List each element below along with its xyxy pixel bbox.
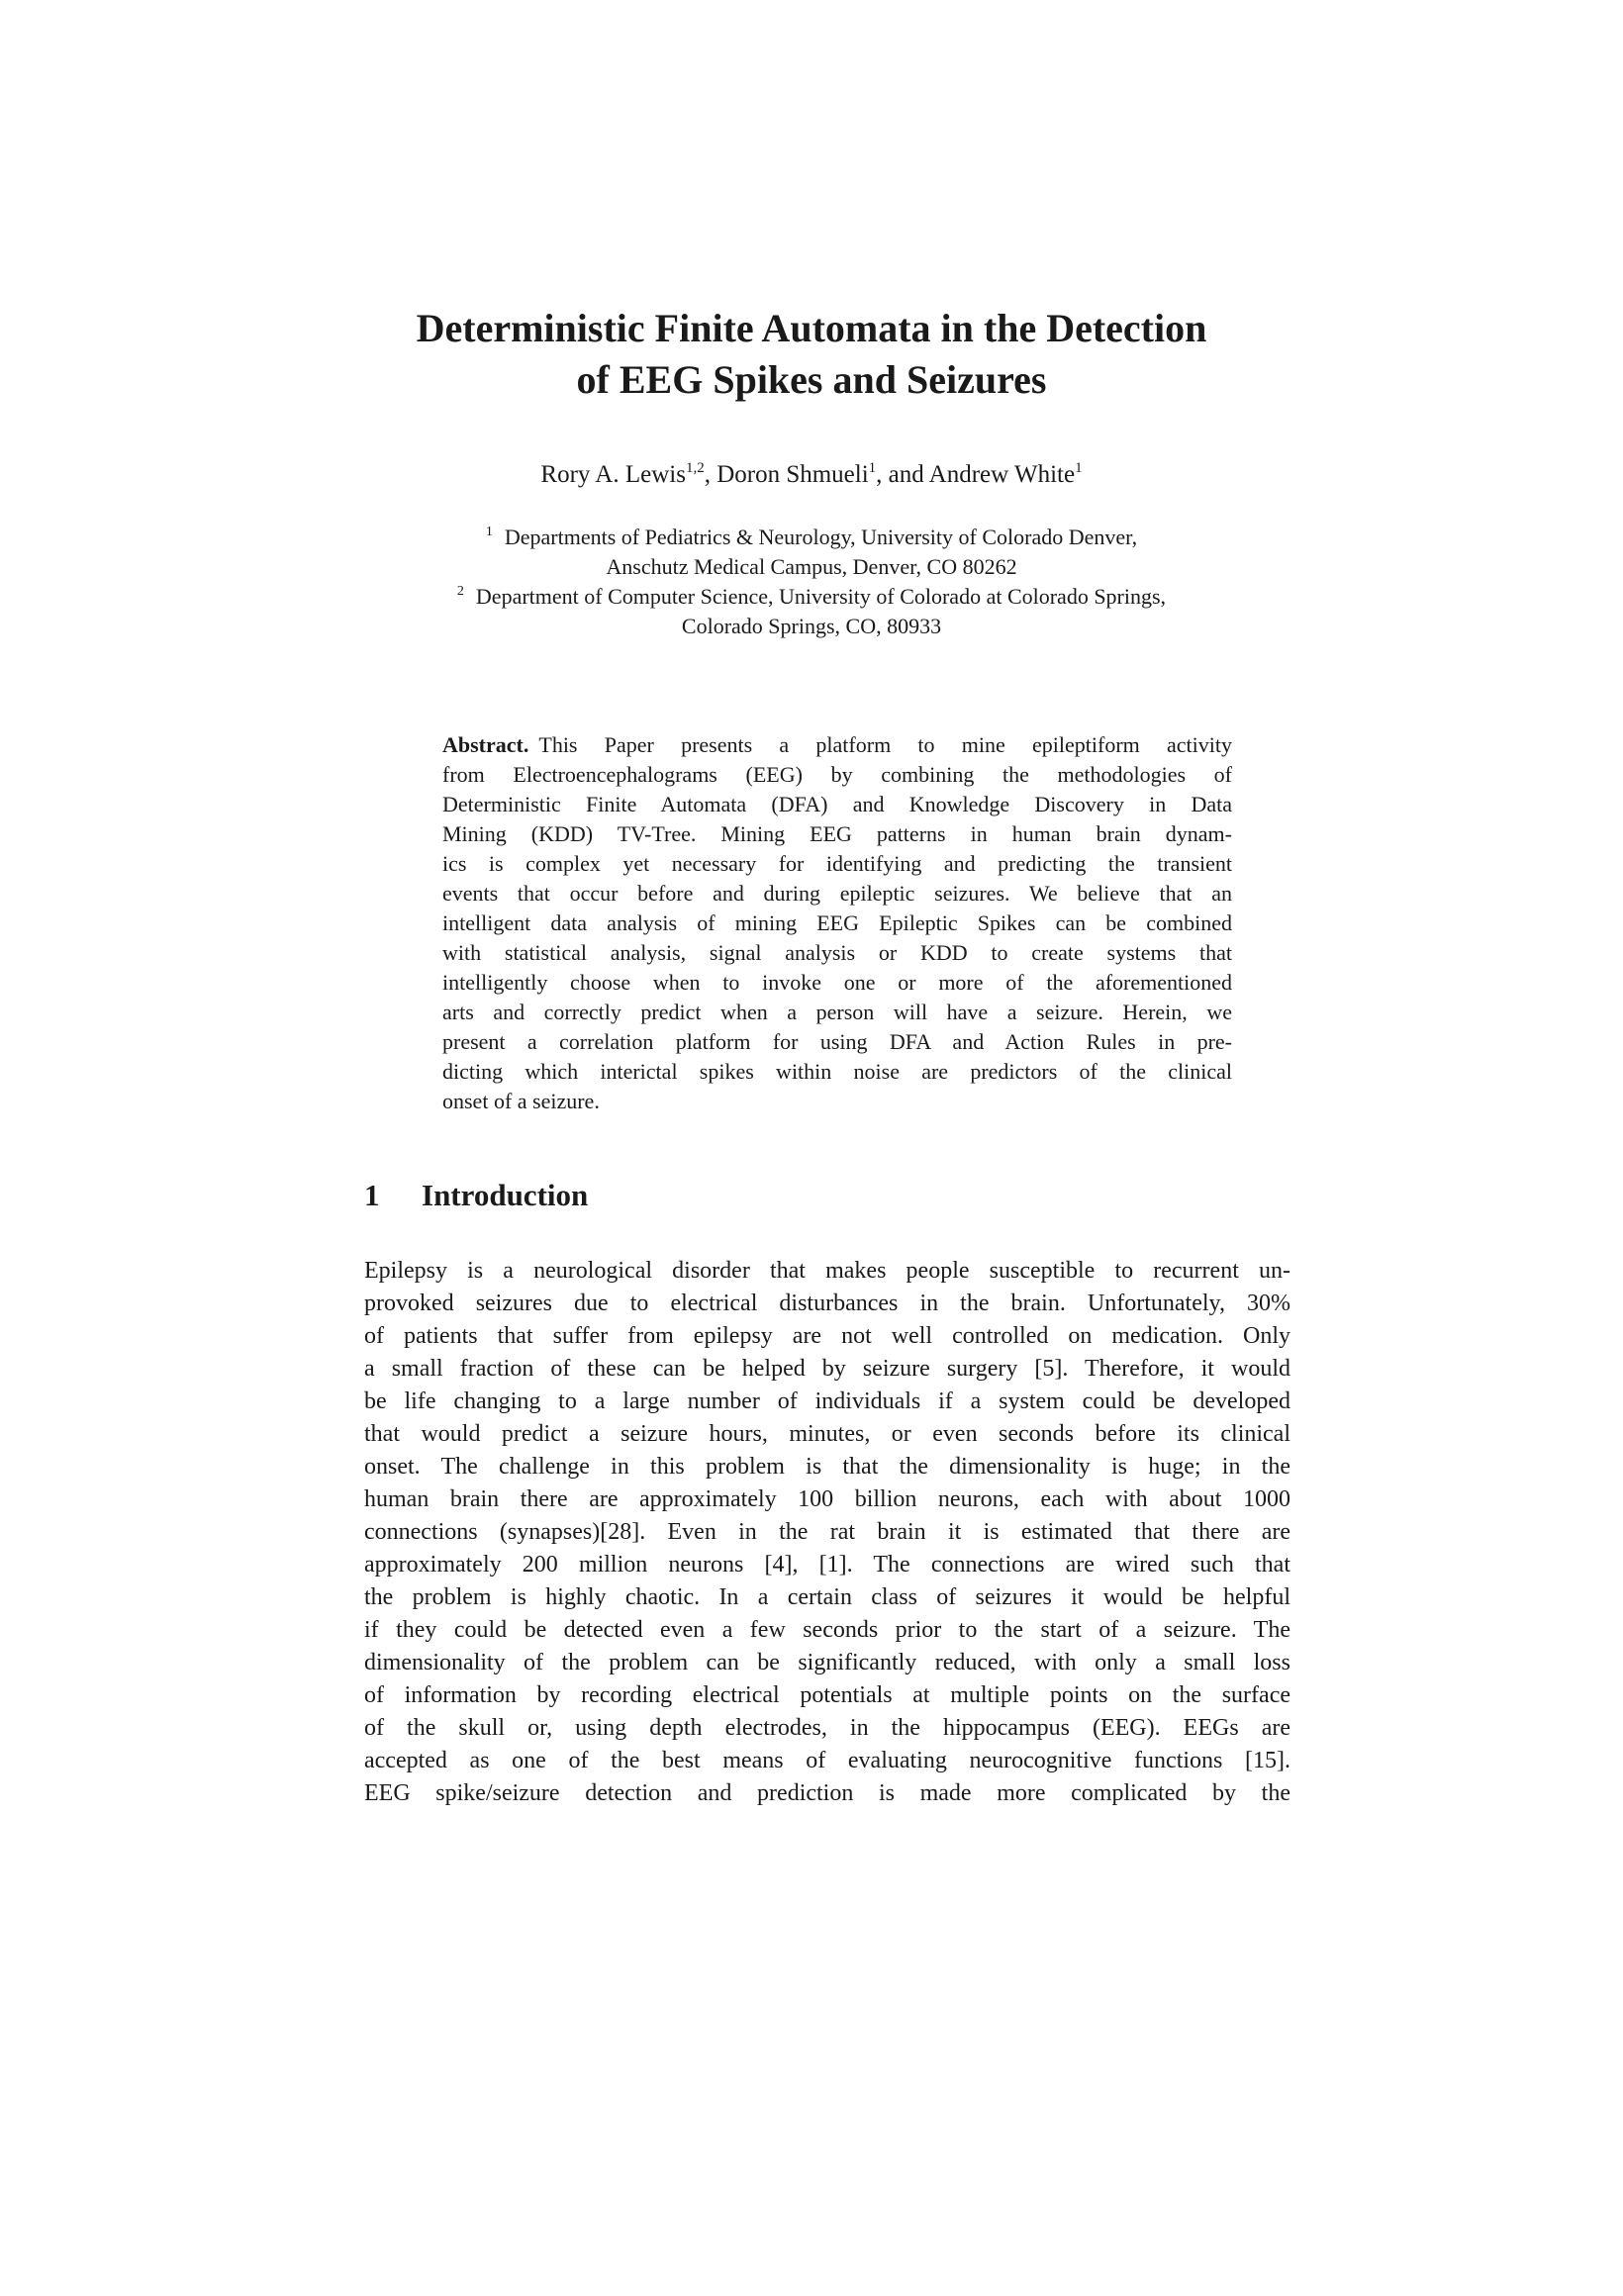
body-line: of patients that suffer from epilepsy are not well controlled on medication. Only <box>364 1323 1290 1349</box>
title-line: Deterministic Finite Automata in the Detection <box>416 306 1207 350</box>
affiliation-line <box>297 582 1326 612</box>
abstract-line: dicting which interictal spikes within noise are predictors of the clinical <box>442 1059 1232 1084</box>
title-line: of EEG Spikes and Seizures <box>576 357 1047 402</box>
body-line: the problem is highly chaotic. In a certain class of seizures it would be helpful <box>364 1584 1290 1610</box>
author-name: Doron Shmueli <box>716 461 869 488</box>
body-line: that would predict a seizure hours, minutes, or even seconds before its clinical <box>364 1421 1290 1447</box>
body-line: if they could be detected even a few seconds prior to the start of a seizure. The <box>364 1617 1290 1643</box>
section-number: 1 <box>364 1178 380 1212</box>
abstract-line: Mining (KDD) TV-Tree. Mining EEG patterns in human brain dynam- <box>442 821 1232 846</box>
abstract-label: Abstract. <box>442 732 529 757</box>
abstract-line: arts and correctly predict when a person will have a seizure. Herein, we <box>442 1000 1232 1024</box>
body-line: of the skull or, using depth electrodes, in the hippocampus (EEG). EEGs are <box>364 1715 1290 1741</box>
body-line: accepted as one of the best means of evaluating neurocognitive functions [15]. <box>364 1748 1290 1773</box>
abstract-line: events that occur before and during epileptic seizures. We believe that an <box>442 881 1232 906</box>
affiliation-mark: 2 <box>456 584 464 599</box>
body-line: EEG spike/seizure detection and prediction is made more complicated by the <box>364 1780 1290 1806</box>
paper-title <box>297 303 1326 406</box>
abstract-line <box>442 730 1232 760</box>
author-affiliation-mark: 1 <box>868 460 877 476</box>
body-line: human brain there are approximately 100 billion neurons, each with about 1000 <box>364 1486 1290 1512</box>
section-heading <box>364 1176 588 1215</box>
body-line: provoked seizures due to electrical disturbances in the brain. Unfortunately, 30% <box>364 1291 1290 1316</box>
abstract-line: ics is complex yet necessary for identifying and predicting the transient <box>442 851 1232 876</box>
affiliation-line: Colorado Springs, CO, 80933 <box>681 614 942 638</box>
abstract-line: intelligent data analysis of mining EEG Epileptic Spikes can be combined <box>442 910 1232 935</box>
affiliation-line <box>297 523 1326 552</box>
affiliation-text: Department of Computer Science, University of Colorado at Colorado Springs, <box>475 584 1167 609</box>
body-line: onset. The challenge in this problem is that the dimensionality is huge; in the <box>364 1454 1290 1480</box>
affiliation-line: Anschutz Medical Campus, Denver, CO 80262 <box>606 554 1017 579</box>
abstract-line: Deterministic Finite Automata (DFA) and Knowledge Discovery in Data <box>442 792 1232 816</box>
abstract-line: onset of a seizure. <box>442 1089 600 1113</box>
body-line: Epilepsy is a neurological disorder that makes people susceptible to recurrent un- <box>364 1258 1290 1284</box>
abstract-line: with statistical analysis, signal analysis or KDD to create systems that <box>442 940 1232 965</box>
author-affiliation-mark: 1,2 <box>685 460 705 476</box>
body-line: be life changing to a large number of individuals if a system could be developed <box>364 1388 1290 1414</box>
abstract-line: from Electroencephalograms (EEG) by combining the methodologies of <box>442 762 1232 787</box>
author-list <box>297 459 1326 491</box>
affiliation-list <box>297 523 1326 641</box>
body-line: approximately 200 million neurons [4], [1]. The connections are wired such that <box>364 1552 1290 1578</box>
body-line: of information by recording electrical potentials at multiple points on the surface <box>364 1682 1290 1708</box>
author-affiliation-mark: 1 <box>1075 460 1083 476</box>
abstract-line: intelligently choose when to invoke one or more of the aforementioned <box>442 970 1232 995</box>
affiliation-text: Departments of Pediatrics & Neurology, University of Colorado Denver, <box>504 525 1138 549</box>
author-name: Andrew White <box>928 461 1076 488</box>
introduction-paragraph <box>364 1255 1290 1810</box>
abstract-line: present a correlation platform for using DFA and Action Rules in pre- <box>442 1029 1232 1054</box>
body-line: connections (synapses)[28]. Even in the rat brain it is estimated that there are <box>364 1519 1290 1545</box>
section-title: Introduction <box>422 1178 589 1212</box>
abstract-text: This Paper presents a platform to mine epileptiform activity <box>538 732 1232 757</box>
author-separator: , <box>704 461 717 488</box>
body-line: dimensionality of the problem can be significantly reduced, with only a small loss <box>364 1650 1290 1675</box>
affiliation-mark: 1 <box>485 525 493 539</box>
author-name: Rory A. Lewis <box>540 461 686 488</box>
body-line: a small fraction of these can be helped by seizure surgery [5]. Therefore, it would <box>364 1356 1290 1382</box>
abstract <box>442 730 1232 1116</box>
author-separator: , and <box>876 461 929 488</box>
